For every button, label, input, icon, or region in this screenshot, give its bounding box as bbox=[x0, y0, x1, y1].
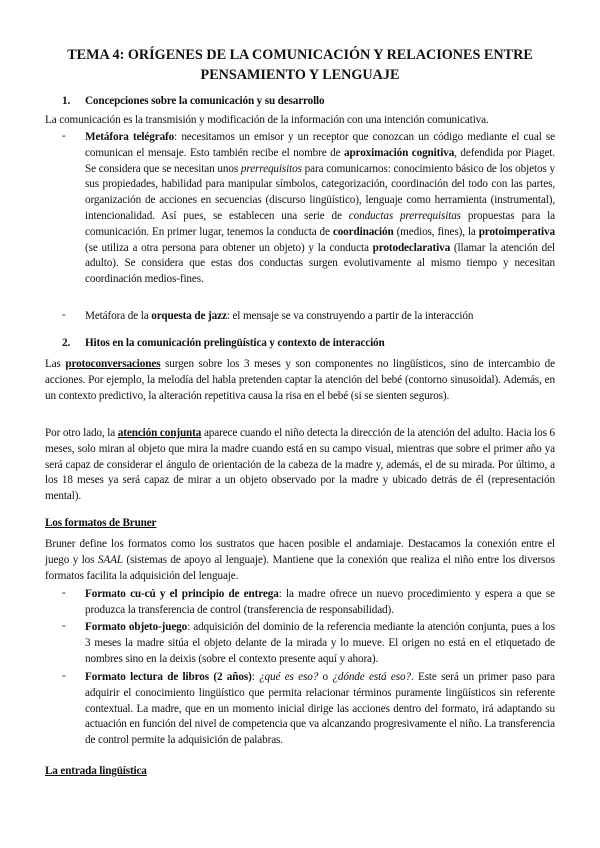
list-item-formato-lectura-libros bbox=[85, 670, 555, 749]
question-donde-esta-eso: ¿dónde está eso? bbox=[332, 671, 411, 683]
text: Por otro lado, la bbox=[45, 427, 118, 439]
text: (llamar la atención del adulto). Se considera que estas dos conductas surgen evolutivamente al mismo tiempo y necesitan coordinación medios-fines. bbox=[85, 241, 555, 286]
section-2-heading: Hitos en la comunicación prelingüística y contexto de interacción bbox=[85, 337, 385, 349]
paragraph-bruner bbox=[45, 537, 555, 584]
text: Metáfora de la bbox=[85, 310, 152, 322]
section-1-intro: La comunicación es la transmisión y modificación de la información con una intención comunicativa. bbox=[45, 114, 489, 126]
term-protoconversaciones: protoconversaciones bbox=[65, 358, 161, 370]
list-item-telegrafo bbox=[85, 130, 555, 288]
term-orquesta-de-jazz: orquesta de jazz bbox=[151, 310, 227, 322]
section-2-number: 2. bbox=[62, 337, 71, 349]
list-item-formato-cucu bbox=[85, 587, 555, 619]
text: : el mensaje se va construyendo a partir de la interacción bbox=[226, 310, 474, 322]
text: o bbox=[318, 671, 333, 683]
term-coordinacion: coordinación bbox=[332, 225, 394, 238]
term-atencion-conjunta: atención conjunta bbox=[117, 427, 202, 439]
bullet-dash: - bbox=[62, 670, 66, 682]
text: : adquisición del dominio de la referencia mediante la atención conjunta, pues a los 3 meses la madre sitúa el objeto delante de la mirada y lo mueve. El origen no está en el etiquetado de nombres sino en la deixis (sobre el contexto presente aquí y ahora). bbox=[85, 621, 555, 665]
text: (medios, fines), la bbox=[393, 225, 479, 238]
text: Las bbox=[45, 358, 66, 370]
text: , defendida por Piaget. Se considera que se necesitan unos bbox=[85, 146, 555, 175]
text: surgen sobre los 3 meses y son componentes no lingüísticos, sino de intercambio de acciones. Por ejemplo, la melodía del habla pretenden captar la atención del bebé (contorno sinusoidal). Además, en un contexto predictivo, la alteración repetitiva causa la risa en el bebé (si se sienten seguros). bbox=[45, 358, 555, 402]
text: Bruner define los formatos como los sustratos que hacen posible el andamiaje. Destacamos la conexión entre el juego y los bbox=[45, 538, 555, 566]
text: : necesitamos un emisor y un receptor que conozcan un código mediante el cual se comunican el mensaje. Esto también recibe el nombre de bbox=[85, 131, 555, 159]
term-aproximacion-cognitiva: aproximación cognitiva bbox=[343, 146, 455, 159]
list-item-formato-objeto-juego bbox=[85, 620, 555, 667]
paragraph-atencion-conjunta bbox=[45, 426, 555, 505]
text: . Este será un primer paso para adquirir el conocimiento lingüístico que permita relacionar términos puramente lingüísticos sin referente contextual. La madre, que en un momento inicial dirige las acciones dentro del formato, irá adaptando su actuación en función del nivel de competencia que va alcanzando progresivamente el niño. La transferencia de control permite la adquisición de palabras. bbox=[85, 671, 555, 747]
section-1-number: 1. bbox=[62, 95, 71, 107]
text: (se utiliza a otra persona para obtener un objeto) y la conducta bbox=[85, 241, 373, 254]
term-protodeclarativa: protodeclarativa bbox=[372, 241, 451, 254]
text: : bbox=[251, 671, 260, 683]
title-line-2: PENSAMIENTO Y LENGUAJE bbox=[200, 67, 400, 83]
subheading-entrada-linguistica: La entrada lingüística bbox=[45, 765, 147, 777]
term-formato-cucu: Formato cu-cú y el principio de entrega bbox=[85, 588, 279, 600]
page-title bbox=[30, 45, 570, 85]
section-1-heading: Concepciones sobre la comunicación y su desarrollo bbox=[85, 95, 325, 107]
paragraph-protoconversaciones bbox=[45, 357, 555, 404]
list-item-orquesta-jazz bbox=[85, 309, 555, 325]
term-metafora-telegrafo: Metáfora telégrafo bbox=[85, 131, 175, 143]
term-saal: SAAL bbox=[97, 553, 123, 566]
term-formato-objeto-juego: Formato objeto-juego bbox=[85, 621, 188, 633]
text: (sistemas de apoyo al lenguaje). Mantiene que la conexión que realiza el niño entre los diversos formatos facilita la adquisición del lenguaje. bbox=[45, 553, 555, 582]
bullet-dash: - bbox=[62, 130, 66, 142]
term-conductas-prerrequisitas: conductas prerrequisitas bbox=[348, 209, 461, 222]
bullet-dash: - bbox=[62, 309, 66, 321]
text: para comunicarnos: conocimiento básico de los objetos y sus propiedades, habilidad para manipular símbolos, categorización, coordinación del todo con las partes, organización de acciones en secuencias (discurso lingüístico), lenguaje como herramienta (instrumental), intencionalidad. Así pues, se establecen una serie de bbox=[85, 162, 555, 222]
bullet-dash: - bbox=[62, 620, 66, 632]
question-que-es-eso: ¿qué es eso? bbox=[259, 671, 319, 683]
term-formato-lectura-libros: Formato lectura de libros (2 años) bbox=[85, 671, 252, 683]
text: propuestas para la comunicación. En primer lugar, tenemos la conducta de bbox=[85, 209, 555, 238]
text: aparece cuando el niño detecta la dirección de la atención del adulto. Hacia los 6 meses, solo miran al objeto que mira la madre cuando está en su campo visual, mientras que sobre el primer año ya será capaz de considerar el ángulo de orientación de la cabeza de la madre y, además, el de su mirada. Por último, a los 18 meses ya será capaz de mirar a un objeto observado por la madre y ubicado detrás de él (representación mental). bbox=[45, 427, 555, 503]
term-prerrequisitos: prerrequisitos bbox=[240, 162, 302, 175]
bullet-dash: - bbox=[62, 587, 66, 599]
title-line-1: TEMA 4: ORÍGENES DE LA COMUNICACIÓN Y RELACIONES ENTRE bbox=[67, 47, 533, 63]
subheading-formatos-bruner: Los formatos de Bruner bbox=[45, 517, 157, 529]
term-protoimperativa: protoimperativa bbox=[478, 225, 555, 238]
text: : la madre ofrece un nuevo procedimiento y espera a que se produzca la transferencia de control (transferencia de responsabilidad). bbox=[85, 588, 555, 616]
